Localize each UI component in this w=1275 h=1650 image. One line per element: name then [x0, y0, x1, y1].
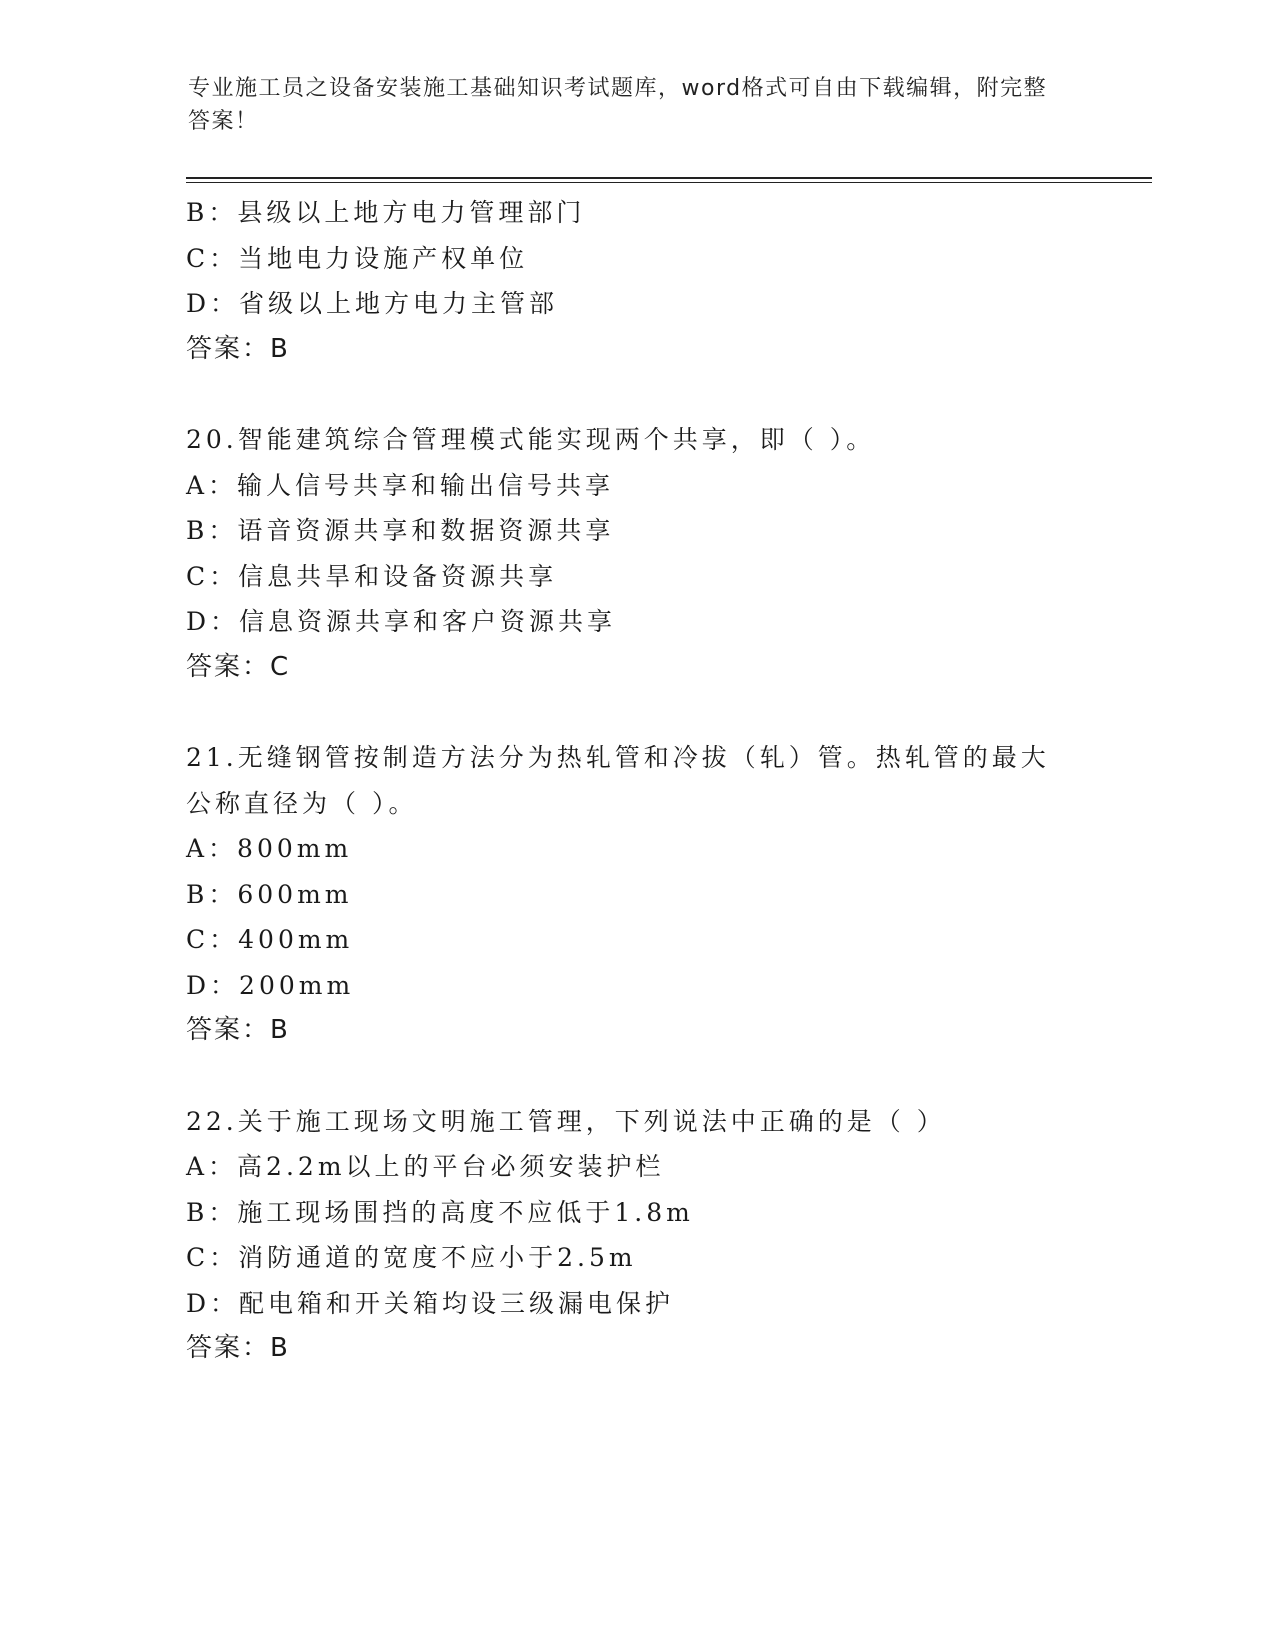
question-block [186, 190, 1086, 372]
option-a: A：800mm [186, 834, 353, 863]
answer-line: 答案：B [186, 1333, 290, 1363]
option-b: B：600mm [186, 879, 353, 909]
option-c: C：消防通道的宽度不应小于2.5m [186, 1243, 637, 1272]
option-c: C：信息共旱和设备资源共享 [186, 561, 558, 591]
option-a: A：高2.2m以上的平台必须安装护栏 [186, 1152, 665, 1181]
option-a: A：输人信号共享和输出信号共享 [186, 470, 615, 500]
question-text: 21.无缝钢管按制造方法分为热轧管和冷拔（轧）管。热轧管的最大公称直径为（ ）。 [186, 743, 1050, 818]
question-list [186, 190, 1086, 1372]
option-d: D：信息资源共享和客户资源共享 [186, 607, 617, 636]
option-b: B：县级以上地方电力管理部门 [186, 198, 586, 227]
question-block [186, 735, 1086, 1054]
question-text: 20.智能建筑综合管理模式能实现两个共享，即（ ）。 [186, 425, 876, 454]
option-d: D：省级以上地方电力主管部 [186, 289, 559, 318]
header-divider-thin [186, 182, 1152, 183]
header-divider-thick [186, 177, 1152, 179]
question-text: 22.关于施工现场文明施工管理，下列说法中正确的是（ ） [186, 1106, 946, 1136]
option-c: C：400mm [186, 925, 354, 954]
question-block [186, 417, 1086, 690]
answer-line: 答案：C [186, 651, 291, 682]
answer-line: 答案：B [186, 333, 290, 364]
block-spacer [186, 1054, 1086, 1099]
block-spacer [186, 372, 1086, 417]
answer-line: 答案：B [186, 1015, 290, 1045]
option-d: D：200mm [186, 970, 355, 1000]
option-d: D：配电箱和开关箱均设三级漏电保护 [186, 1288, 675, 1318]
question-block [186, 1099, 1086, 1372]
option-b: B：施工现场围挡的高度不应低于1.8m [186, 1197, 694, 1227]
option-c: C：当地电力设施产权单位 [186, 243, 529, 273]
option-b: B：语音资源共享和数据资源共享 [186, 516, 615, 545]
document-header: 专业施工员之设备安装施工基础知识考试题库，word格式可自由下载编辑，附完整答案！ [188, 76, 1048, 134]
block-spacer [186, 690, 1086, 735]
